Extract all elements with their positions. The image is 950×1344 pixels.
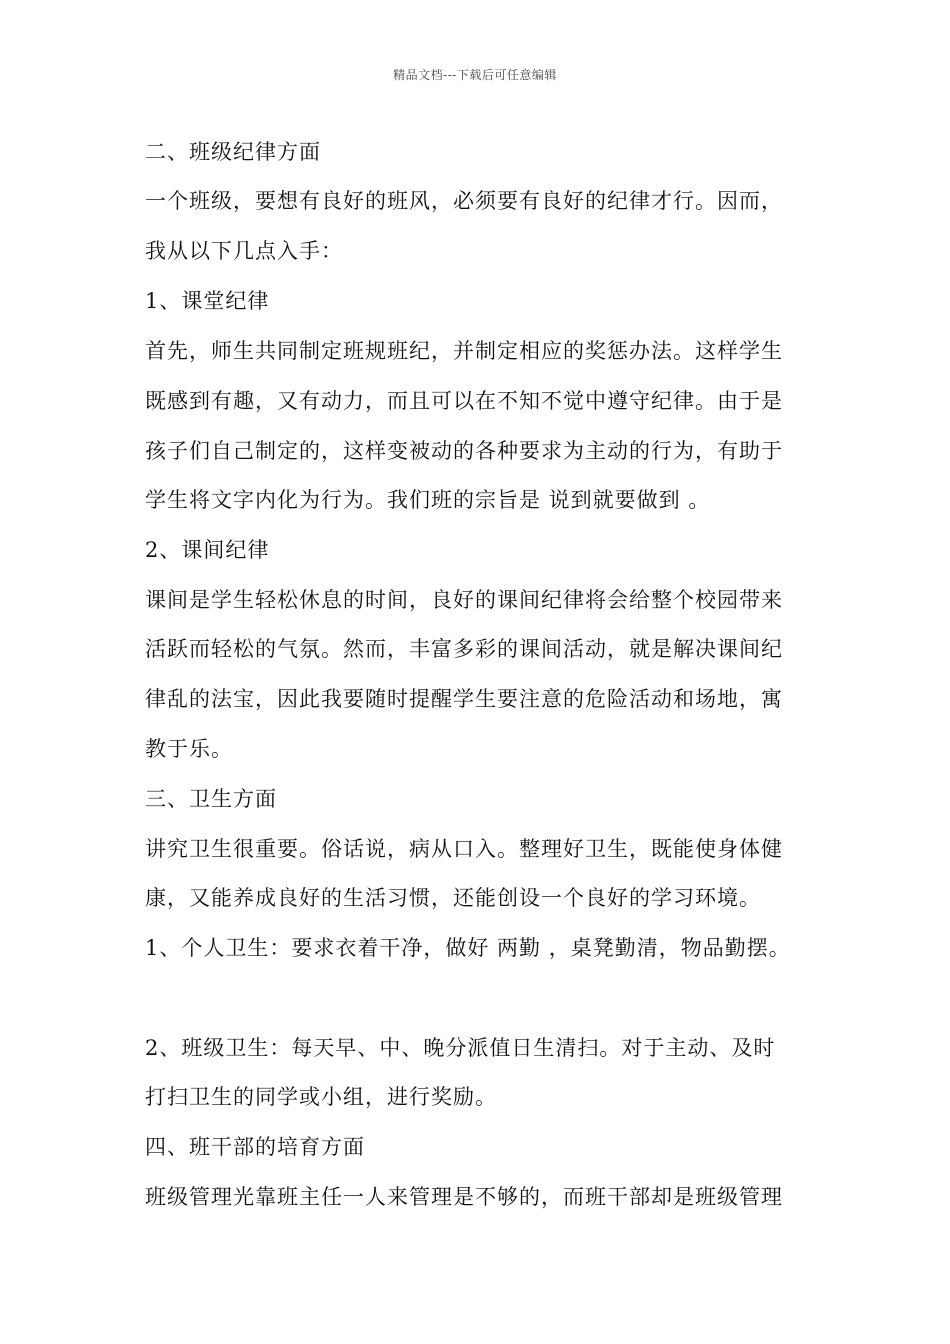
section-heading-hygiene: 三、卫生方面	[145, 787, 277, 811]
paragraph-line: 打扫卫生的同学或小组，进行奖励。	[145, 1085, 497, 1109]
section-heading-discipline: 二、班级纪律方面	[145, 140, 321, 164]
paragraph-line: 康，又能养成良好的生活习惯，还能创设一个良好的学习环境。	[145, 886, 761, 910]
paragraph-line: 课间是学生轻松休息的时间，良好的课间纪律将会给整个校园带来	[145, 588, 783, 612]
page-header: 精品文档---下载后可任意编辑	[393, 68, 557, 82]
paragraph-line: 学生将文字内化为行为。我们班的宗旨是 说到就要做到 。	[145, 488, 711, 512]
subheading-classroom-discipline: 1、课堂纪律	[145, 289, 270, 313]
section-heading-class-cadres: 四、班干部的培育方面	[145, 1135, 365, 1159]
paragraph-line: 教于乐。	[145, 737, 233, 761]
paragraph-line: 一个班级，要想有良好的班风，必须要有良好的纪律才行。因而，	[145, 189, 783, 213]
paragraph-line: 活跃而轻松的气氛。然而，丰富多彩的课间活动，就是解决课间纪	[145, 637, 783, 661]
paragraph-line: 孩子们自己制定的，这样变被动的各种要求为主动的行为，有助于	[145, 439, 783, 463]
list-item-class-hygiene: 2、班级卫生：每天早、中、晚分派值日生清扫。对于主动、及时	[145, 1036, 776, 1060]
list-item-personal-hygiene: 1、个人卫生：要求衣着干净，做好 两勤 ，桌凳勤清，物品勤摆。	[145, 936, 791, 960]
subheading-break-discipline: 2、课间纪律	[145, 538, 270, 562]
paragraph-line: 我从以下几点入手：	[145, 239, 343, 263]
paragraph-line: 律乱的法宝，因此我要随时提醒学生要注意的危险活动和场地，寓	[145, 687, 783, 711]
paragraph-line: 班级管理光靠班主任一人来管理是不够的，而班干部却是班级管理	[145, 1185, 783, 1209]
paragraph-line: 讲究卫生很重要。俗话说，病从口入。整理好卫生，既能使身体健	[145, 837, 783, 861]
paragraph-line: 既感到有趣，又有动力，而且可以在不知不觉中遵守纪律。由于是	[145, 389, 783, 413]
paragraph-line: 首先，师生共同制定班规班纪，并制定相应的奖惩办法。这样学生	[145, 339, 783, 363]
